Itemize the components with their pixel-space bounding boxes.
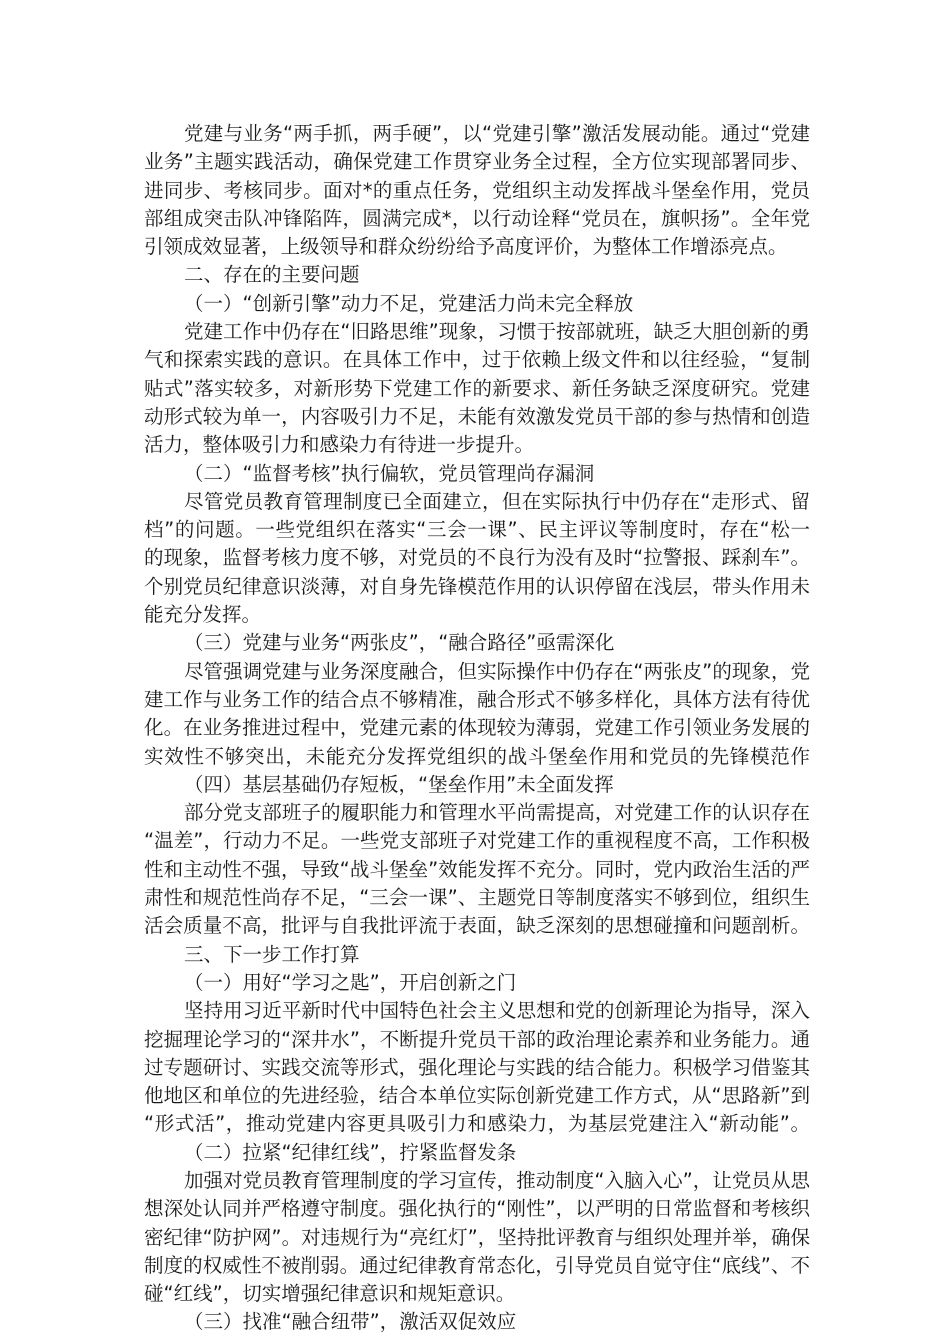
paragraph-line: 性和主动性不强，导致“战斗堡垒”效能发挥不充分。同时，党内政治生活的严 <box>144 857 810 881</box>
paragraph-line: 化。在业务推进过程中，党建元素的体现较为薄弱，党建工作引领业务发展的 <box>144 716 810 740</box>
paragraph-line: 能充分发挥。 <box>144 603 262 627</box>
paragraph-line: 进同步、考核同步。面对*的重点任务，党组织主动发挥战斗堡垒作用，党员 <box>144 178 810 202</box>
paragraph-line: 碰“红线”，切实增强纪律意识和规矩意识。 <box>144 1282 516 1306</box>
paragraph-line: 密纪律“防护网”。对违规行为“亮红灯”，坚持批评教育与组织处理并举，确保 <box>144 1225 810 1249</box>
paragraph-line: 坚持用习近平新时代中国特色社会主义思想和党的创新理论为指导，深入 <box>184 999 810 1023</box>
paragraph-line: 部分党支部班子的履职能力和管理水平尚需提高，对党建工作的认识存在 <box>184 801 810 825</box>
subsection-heading: （一）用好“学习之匙”，开启创新之门 <box>184 970 517 994</box>
paragraph-line: 气和探索实践的意识。在具体工作中，过于依赖上级文件和以往经验，“复制 <box>144 348 810 372</box>
paragraph-line: 挖掘理论学习的“深井水”，不断提升党员干部的政治理论素养和业务能力。通 <box>144 1027 810 1051</box>
paragraph-line: “形式活”，推动党建内容更具吸引力和感染力，为基层党建注入“新动能”。 <box>144 1112 810 1136</box>
paragraph-line: 尽管强调党建与业务深度融合，但实际操作中仍存在“两张皮”的现象，党 <box>184 659 810 683</box>
paragraph-line: “温差”，行动力不足。一些党支部班子对党建工作的重视程度不高，工作积极 <box>144 829 810 853</box>
subsection-heading: （三）党建与业务“两张皮”，“融合路径”亟需深化 <box>184 631 615 655</box>
subsection-heading: （一）“创新引擎”动力不足，党建活力尚未完全释放 <box>184 291 634 315</box>
section-heading-3: 三、下一步工作打算 <box>184 942 360 966</box>
paragraph-line: 尽管党员教育管理制度已全面建立，但在实际执行中仍存在“走形式、留 <box>184 489 810 513</box>
paragraph-line: 实效性不够突出，未能充分发挥党组织的战斗堡垒作用和党员的先锋模范作 <box>144 744 810 768</box>
paragraph-line: 活力，整体吸引力和感染力有待进一步提升。 <box>144 433 535 457</box>
paragraph-line: 的现象，监督考核力度不够，对党员的不良行为没有及时“拉警报、踩刹车”。 <box>144 546 810 570</box>
paragraph-line: 党建与业务“两手抓，两手硬”，以“党建引擎”激活发展动能。通过“党建 <box>184 122 810 145</box>
paragraph-line: 他地区和单位的先进经验，结合本单位实际创新党建工作方式，从“思路新”到 <box>144 1084 810 1108</box>
paragraph-line: 党建工作中仍存在“旧路思维”现象，习惯于按部就班，缺乏大胆创新的勇 <box>184 320 810 344</box>
paragraph-line: 活会质量不高，批评与自我批评流于表面，缺乏深刻的思想碰撞和问题剖析。 <box>144 914 810 938</box>
paragraph-line: 档”的问题。一些党组织在落实“三会一课”、民主评议等制度时，存在“松一 <box>144 518 810 542</box>
paragraph-line: 肃性和规范性尚存不足，“三会一课”、主题党日等制度落实不够到位，组织生 <box>144 886 810 910</box>
document-page <box>144 120 810 1337</box>
section-heading-2: 二、存在的主要问题 <box>184 263 360 287</box>
paragraph-line: 部组成突击队冲锋陷阵，圆满完成*，以行动诠释“党员在，旗帜扬”。全年党 <box>144 206 810 230</box>
paragraph-line: 建工作与业务工作的结合点不够精准，融合形式不够多样化，具体方法有待优 <box>144 687 810 711</box>
subsection-heading: （四）基层基础仍存短板，“堡垒作用”未全面发挥 <box>184 772 614 796</box>
subsection-heading: （二）“监督考核”执行偏软，党员管理尚存漏洞 <box>184 461 595 485</box>
paragraph-line: 个别党员纪律意识淡薄，对自身先锋模范作用的认识停留在浅层，带头作用未 <box>144 574 810 598</box>
subsection-heading: （二）拉紧“纪律红线”，拧紧监督发条 <box>184 1140 517 1164</box>
paragraph-line: 贴式”落实较多，对新形势下党建工作的新要求、新任务缺乏深度研究。党建 <box>144 376 810 400</box>
paragraph-line: 加强对党员教育管理制度的学习宣传，推动制度“入脑入心”，让党员从思 <box>184 1168 810 1192</box>
paragraph-line: 业务”主题实践活动，确保党建工作贯穿业务全过程，全方位实现部署同步、 <box>144 150 810 174</box>
paragraph-line: 引领成效显著，上级领导和群众纷纷给予高度评价，为整体工作增添亮点。 <box>144 235 788 259</box>
paragraph-line: 动形式较为单一，内容吸引力不足，未能有效激发党员干部的参与热情和创造 <box>144 404 810 428</box>
paragraph-line: 想深处认同并严格遵守制度。强化执行的“刚性”，以严明的日常监督和考核织 <box>144 1197 810 1221</box>
subsection-heading: （三）找准“融合纽带”，激活双促效应 <box>184 1310 517 1334</box>
paragraph-line: 过专题研讨、实践交流等形式，强化理论与实践的结合能力。积极学习借鉴其 <box>144 1055 810 1079</box>
paragraph-line: 制度的权威性不被削弱。通过纪律教育常态化，引导党员自觉守住“底线”、不 <box>144 1253 810 1277</box>
